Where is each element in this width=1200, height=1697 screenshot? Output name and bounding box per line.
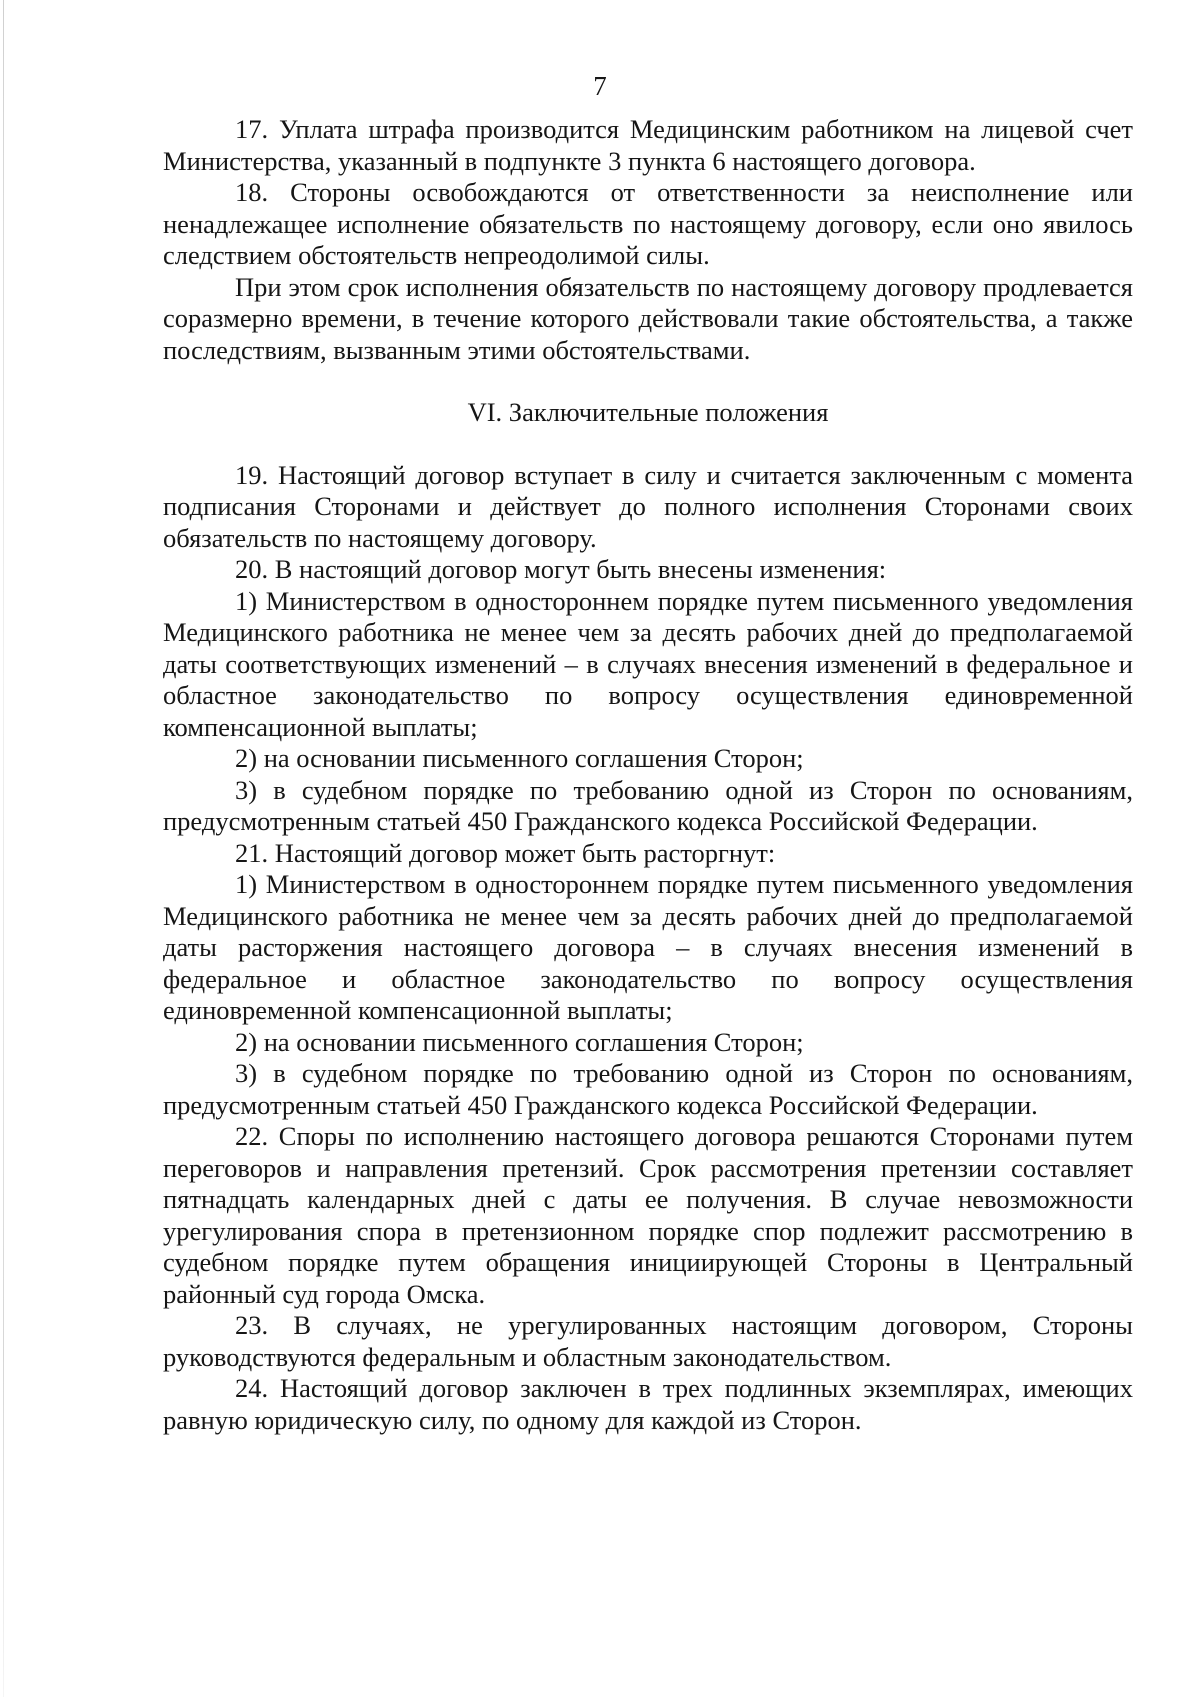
paragraph-18-continuation: При этом срок исполнения обязательств по настоящему договору продлевается соразмерно времени, в течение которого действовали такие обстоятельства, а также последствиям, вызванным этими обстоятельствами. <box>163 271 1133 365</box>
paragraph-21-item-1: 1) Министерством в одностороннем порядке путем письменного уведомления Медицинского работника не менее чем за десять рабочих дней до предполагаемой даты расторжения настоящего договора – в случаях внесения изменений в федеральное и областное законодательство по вопросу осуществления единовременной компенсационной выплаты; <box>163 869 1133 1025</box>
section-heading: VI. Заключительные положения <box>467 397 829 427</box>
paragraph-21-item-2: 2) на основании письменного соглашения Сторон; <box>235 1026 804 1057</box>
scan-edge-line <box>3 0 4 1697</box>
document-body <box>163 114 1133 1436</box>
paragraph-21-item-3: 3) в судебном порядке по требованию одной из Сторон по основаниям, предусмотренным статьей 450 Гражданского кодекса Российской Федерации. <box>163 1058 1133 1120</box>
paragraph-19: 19. Настоящий договор вступает в силу и считается заключенным с момента подписания Сторонами и действует до полного исполнения Сторонами своих обязательств по настоящему договору. <box>163 459 1133 553</box>
paragraph-20-item-3: 3) в судебном порядке по требованию одной из Сторон по основаниям, предусмотренным статьей 450 Гражданского кодекса Российской Федерации. <box>163 774 1133 836</box>
page-number: 7 <box>593 71 607 101</box>
paragraph-20: 20. В настоящий договор могут быть внесены изменения: <box>235 554 887 584</box>
paragraph-18: 18. Стороны освобождаются от ответственности за неисполнение или ненадлежащее исполнение обязательств по настоящему договору, если оно явилось следствием обстоятельств непреодолимой силы. <box>163 177 1133 270</box>
paragraph-23: 23. В случаях, не урегулированных настоящим договором, Стороны руководствуются федеральным и областным законодательством. <box>163 1310 1133 1372</box>
paragraph-24: 24. Настоящий договор заключен в трех подлинных экземплярах, имеющих равную юридическую силу, по одному для каждой из Сторон. <box>163 1373 1133 1435</box>
paragraph-17: 17. Уплата штрафа производится Медицинским работником на лицевой счет Министерства, указанный в подпункте 3 пункта 6 настоящего договора. <box>163 114 1133 176</box>
paragraph-20-item-1: 1) Министерством в одностороннем порядке путем письменного уведомления Медицинского работника не менее чем за десять рабочих дней до предполагаемой даты соответствующих изменений – в случаях внесения изменений в федеральное и областное законодательство по вопросу осуществления единовременной компенсационной выплаты; <box>163 585 1133 742</box>
paragraph-20-item-2: 2) на основании письменного соглашения Сторон; <box>235 743 804 773</box>
paragraph-22: 22. Споры по исполнению настоящего договора решаются Сторонами путем переговоров и направления претензий. Срок рассмотрения претензии составляет пятнадцать календарных дней с даты ее получения. В случае невозможности урегулирования спора в претензионном порядке спор подлежит рассмотрению в судебном порядке путем обращения инициирующей Стороны в Центральный районный суд города Омска. <box>163 1121 1133 1309</box>
paragraph-21: 21. Настоящий договор может быть расторгнут: <box>235 837 776 868</box>
